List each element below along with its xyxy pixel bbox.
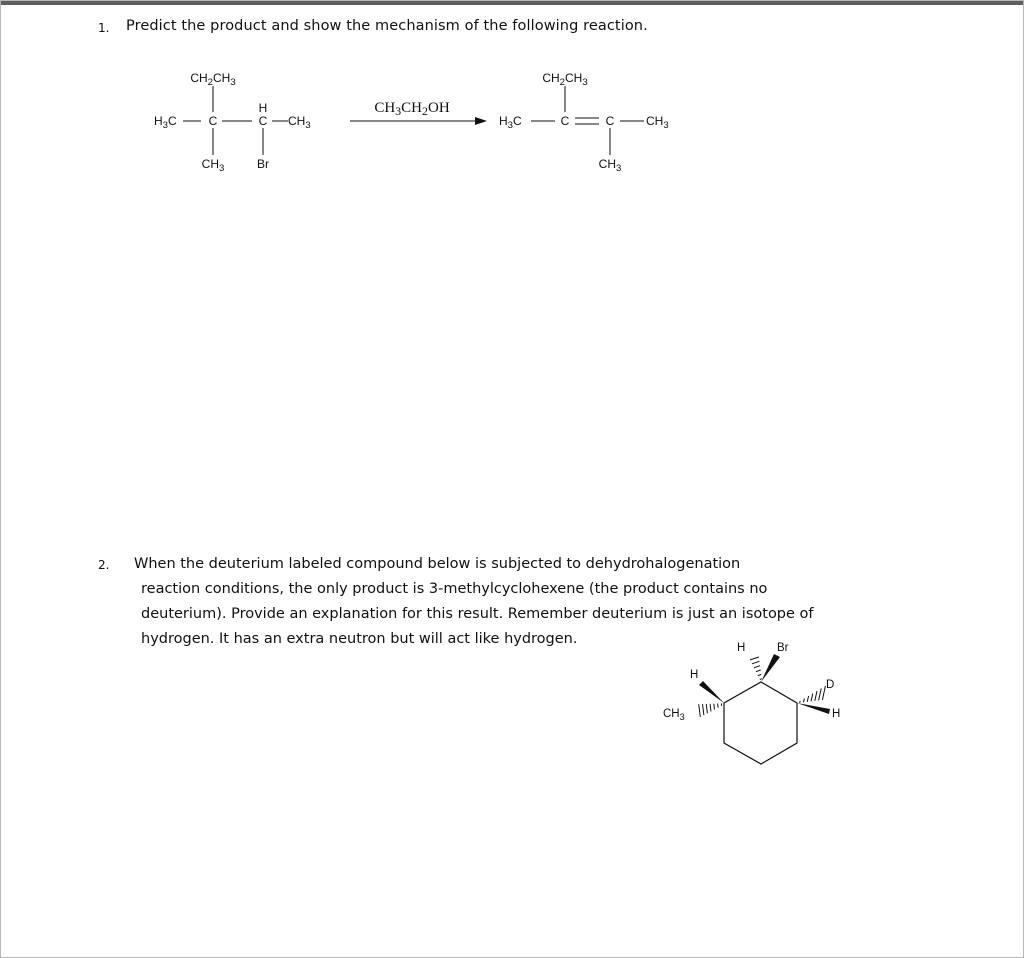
reactant-right-methyl: $CH_3$ (288, 114, 311, 131)
question-2-line-4: hydrogen. It has an extra neutron but will act like hydrogen. (141, 631, 578, 647)
hashed-bond-deuterium (800, 686, 826, 703)
product-carbon-1: C (560, 114, 570, 128)
product-ethyl-group: $CH_2CH_3$ (542, 71, 588, 88)
question-1-text: Predict the product and show the mechanism of the following reaction. (126, 18, 648, 34)
cyclohexane-structure (641, 631, 881, 781)
label-bromine: Br (777, 642, 789, 654)
product-left-methyl: $H_3C$ (499, 114, 522, 131)
question-2-line-2: reaction conditions, the only product is 3-methylcyclohexene (the product contains no (141, 581, 768, 597)
hashed-bond-h-upper (750, 657, 762, 680)
question-2-number: 2. (98, 558, 110, 572)
wedge-bond-br (761, 654, 780, 682)
wedge-bond-h-left (699, 681, 724, 703)
reactant-carbon-2: C (258, 114, 268, 128)
question-2-line-1: When the deuterium labeled compound below is subjected to dehydrohalogenation (134, 556, 741, 572)
question-1-reaction-scheme (1, 1, 1023, 201)
label-h-left: H (690, 669, 699, 681)
reactant-left-methyl: $H_3C$ (154, 114, 177, 131)
reaction-arrow-head (475, 117, 487, 125)
cyclohexane-ring (724, 682, 797, 764)
label-methyl: $CH_3$ (663, 708, 685, 722)
reactant-hydrogen: H (258, 101, 268, 115)
label-h-upper: H (737, 642, 746, 654)
label-deuterium: D (826, 679, 835, 691)
reactant-bottom-methyl: $CH_3$ (201, 157, 225, 174)
reactant-carbon-1: C (208, 114, 218, 128)
question-2-line-3: deuterium). Provide an explanation for this result. Remember deuterium is just an isotope of (141, 606, 814, 622)
question-1-number: 1. (98, 21, 110, 35)
reactant-bromine: Br (257, 157, 269, 171)
product-bottom-methyl: $CH_3$ (598, 157, 622, 174)
product-right-methyl: $CH_3$ (646, 114, 669, 131)
wedge-bond-h-right (797, 703, 830, 714)
reactant-ethyl-group: $CH_2CH_3$ (190, 71, 236, 88)
product-carbon-2: C (605, 114, 615, 128)
reagent-ethanol: $CH_3CH_2OH$ (374, 100, 450, 118)
label-h-right: H (832, 708, 841, 720)
hashed-bond-methyl (699, 703, 722, 717)
